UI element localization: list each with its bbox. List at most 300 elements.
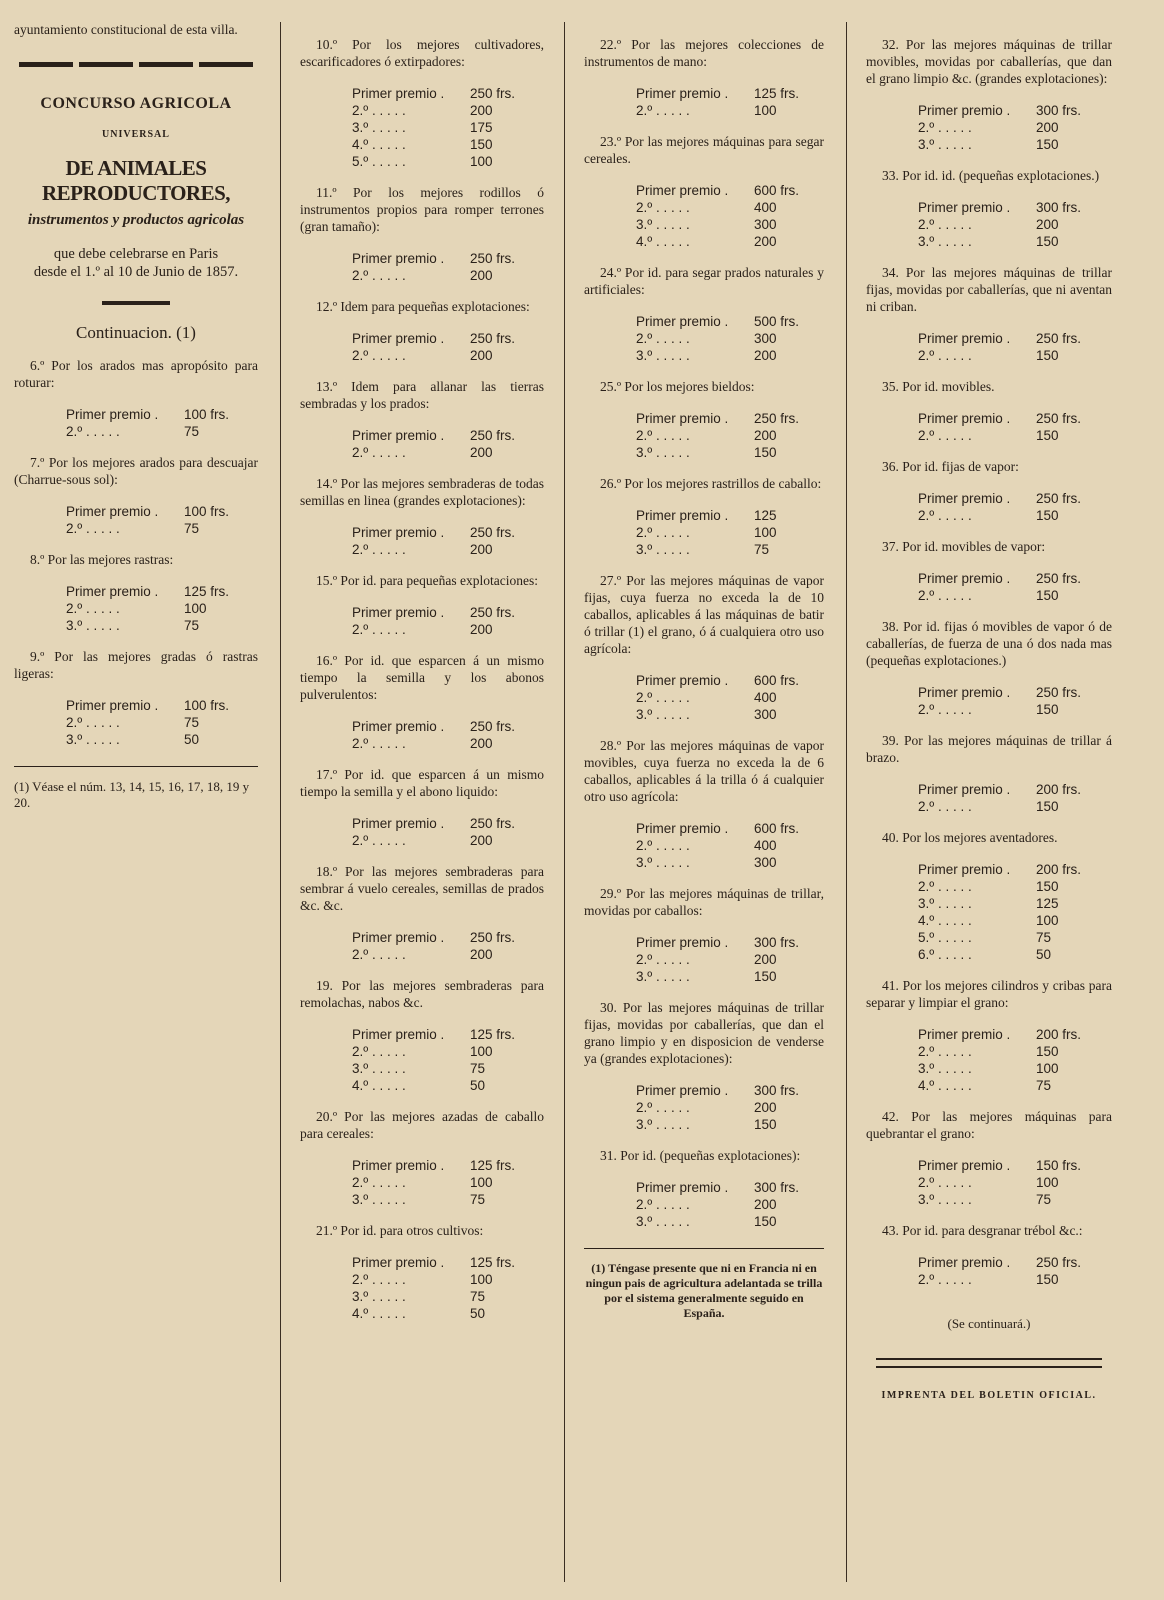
prize-rank: 3.º . . . . . xyxy=(66,732,120,748)
prize-row xyxy=(918,136,1112,153)
prize-amount: 250 frs. xyxy=(1036,571,1082,586)
prize-row xyxy=(66,503,258,520)
prize-row xyxy=(636,1179,824,1196)
prize-table xyxy=(918,102,1112,153)
prize-row xyxy=(918,587,1112,604)
prize-rank: 2.º . . . . . xyxy=(918,1272,972,1287)
prize-row xyxy=(352,427,544,444)
prize-amount: 150 xyxy=(1036,348,1059,363)
prize-category: 42. Por las mejores máquinas para quebrantar el grano: xyxy=(866,1109,1112,1141)
prize-category: 36. Por id. fijas de vapor: xyxy=(882,459,1019,474)
prize-amount: 250 frs. xyxy=(470,428,516,443)
prize-rank: 3.º . . . . . xyxy=(636,1214,690,1229)
prize-rank: 2.º . . . . . xyxy=(918,120,972,135)
prize-amount: 100 xyxy=(1036,1175,1059,1190)
column-rule xyxy=(846,22,847,1582)
prize-table xyxy=(352,330,544,364)
prize-amount: 100 xyxy=(754,525,777,540)
prize-table xyxy=(918,861,1112,963)
prize-row xyxy=(636,837,824,854)
prize-rank: 2.º . . . . . xyxy=(66,715,120,731)
prize-rank: Primer premio . xyxy=(918,103,1011,118)
prize-amount: 200 xyxy=(470,833,493,848)
prize-rank: Primer premio . xyxy=(636,411,729,426)
prize-rank: 4.º . . . . . xyxy=(918,1078,972,1093)
prize-row xyxy=(918,878,1112,895)
prize-amount: 200 frs. xyxy=(1036,782,1082,797)
prize-amount: 150 xyxy=(1036,234,1059,249)
prize-rank: Primer premio . xyxy=(636,1180,729,1195)
prize-row xyxy=(918,427,1112,444)
prize-amount: 250 frs. xyxy=(1036,1255,1082,1270)
prize-rank: 2.º . . . . . xyxy=(352,1044,406,1059)
prize-row xyxy=(352,524,544,541)
prize-table xyxy=(918,1157,1112,1208)
prize-rank: 2.º . . . . . xyxy=(352,348,406,363)
prize-amount: 100 xyxy=(470,1272,493,1287)
prize-rank: 5.º . . . . . xyxy=(918,930,972,945)
prize-category: 35. Por id. movibles. xyxy=(882,379,995,394)
prize-rank: 2.º . . . . . xyxy=(918,1044,972,1059)
prize-amount: 125 frs. xyxy=(184,584,230,600)
prize-row xyxy=(918,912,1112,929)
prize-amount: 250 frs. xyxy=(470,331,516,346)
short-rule xyxy=(102,301,170,305)
prize-amount: 200 xyxy=(470,947,493,962)
prize-rank: Primer premio . xyxy=(66,698,159,714)
prize-amount: 100 xyxy=(1036,913,1059,928)
prize-rank: 2.º . . . . . xyxy=(352,445,406,460)
prize-rank: 2.º . . . . . xyxy=(918,588,972,603)
prize-row xyxy=(636,444,824,461)
prize-rank: 2.º . . . . . xyxy=(918,428,972,443)
prize-category: 6.º Por los arados mas apropósito para roturar: xyxy=(14,358,258,391)
prize-rank: 3.º . . . . . xyxy=(636,969,690,984)
prize-amount: 200 xyxy=(1036,217,1059,232)
prize-amount: 200 xyxy=(754,1197,777,1212)
prize-amount: 400 xyxy=(754,838,777,853)
prize-row xyxy=(636,1213,824,1230)
prize-row xyxy=(66,714,258,731)
prize-row xyxy=(66,617,258,634)
prize-amount: 250 frs. xyxy=(470,719,516,734)
prize-category: 13.º Idem para allanar las tierras sembradas y los prados: xyxy=(300,379,544,411)
section-title: CONCURSO AGRICOLA xyxy=(40,95,232,113)
prize-rank: 4.º . . . . . xyxy=(352,137,406,152)
prize-rank: Primer premio . xyxy=(352,605,445,620)
prize-rank: 2.º . . . . . xyxy=(352,542,406,557)
prize-row xyxy=(918,570,1112,587)
prize-rank: Primer premio . xyxy=(352,1255,445,1270)
prize-rank: 2.º . . . . . xyxy=(352,833,406,848)
prize-row xyxy=(352,946,544,963)
prize-rank: 2.º . . . . . xyxy=(918,348,972,363)
prize-amount: 150 xyxy=(1036,799,1059,814)
footnote: (1) Téngase presente que ni en Francia ni en ningun pais de agricultura adelantada se trilla por el sistema generalmente seguido en España. xyxy=(585,1261,823,1320)
prize-category: 27.º Por las mejores máquinas de vapor fijas, cuya fuerza no exceda la de 10 caballos, aplicables á las máquinas de batir ó trillar (1) el grano, ó á cualquiera otro uso agrícola: xyxy=(584,573,824,656)
prize-row xyxy=(352,330,544,347)
prize-rank: 3.º . . . . . xyxy=(352,1192,406,1207)
column-4 xyxy=(866,22,1112,1600)
prize-amount: 100 xyxy=(754,103,777,118)
prize-category: 9.º Por las mejores gradas ó rastras ligeras: xyxy=(14,649,258,682)
prize-rank: 3.º . . . . . xyxy=(636,217,690,232)
prize-table xyxy=(66,697,258,748)
prize-amount: 150 frs. xyxy=(1036,1158,1082,1173)
prize-amount: 125 frs. xyxy=(470,1027,516,1042)
prize-category: 14.º Por las mejores sembraderas de todas semillas en linea (grandes explotaciones): xyxy=(300,476,544,508)
prize-list xyxy=(866,36,1112,1288)
prize-row xyxy=(352,347,544,364)
prize-table xyxy=(918,684,1112,718)
double-rule xyxy=(876,1358,1102,1368)
prize-amount: 200 xyxy=(470,736,493,751)
prize-row xyxy=(636,410,824,427)
prize-amount: 200 xyxy=(470,445,493,460)
prize-amount: 250 frs. xyxy=(470,816,516,831)
prize-row xyxy=(636,1196,824,1213)
prize-amount: 75 xyxy=(1036,1192,1052,1207)
prize-category: 29.º Por las mejores máquinas de trillar, movidas por caballos: xyxy=(584,886,824,918)
prize-row xyxy=(636,313,824,330)
prize-rank: 2.º . . . . . xyxy=(636,690,690,705)
prize-amount: 300 frs. xyxy=(1036,103,1082,118)
prize-amount: 300 xyxy=(754,217,777,232)
prize-rank: Primer premio . xyxy=(918,1027,1011,1042)
prize-amount: 250 frs. xyxy=(470,86,516,101)
prize-amount: 250 frs. xyxy=(1036,491,1082,506)
prize-row xyxy=(636,216,824,233)
column-rule xyxy=(280,22,281,1582)
prize-row xyxy=(352,1060,544,1077)
prize-rank: 3.º . . . . . xyxy=(636,707,690,722)
prize-amount: 75 xyxy=(470,1289,486,1304)
prize-list xyxy=(300,36,544,1322)
prize-amount: 200 frs. xyxy=(1036,862,1082,877)
prize-rank: 2.º . . . . . xyxy=(918,702,972,717)
prize-category: 16.º Por id. que esparcen á un mismo tiempo la semilla y los abonos pulverulentos: xyxy=(300,653,544,702)
prize-amount: 250 frs. xyxy=(470,605,516,620)
prize-table xyxy=(352,85,544,170)
prize-table xyxy=(636,672,824,723)
prize-row xyxy=(918,1157,1112,1174)
section-tagline: instrumentos y productos agricolas xyxy=(27,212,245,229)
prize-rank: 2.º . . . . . xyxy=(636,838,690,853)
prize-category: 32. Por las mejores máquinas de trillar movibles, movidas por caballerías, que dan el grano limpio &c. (grandes explotaciones): xyxy=(866,37,1112,86)
prize-category: 23.º Por las mejores máquinas para segar cereales. xyxy=(584,134,824,166)
prize-rank: Primer premio . xyxy=(918,862,1011,877)
prize-row xyxy=(352,541,544,558)
column-2 xyxy=(300,22,544,1600)
prize-table xyxy=(636,1179,824,1230)
footnote: (1) Véase el núm. 13, 14, 15, 16, 17, 18, 19 y 20. xyxy=(14,779,250,811)
prize-category: 30. Por las mejores máquinas de trillar fijas, movidas por caballerías, que dan el grano limpio y en disposicion de venderse ya (grandes explotaciones): xyxy=(584,1000,824,1066)
prize-category: 43. Por id. para desgranar trébol &c.: xyxy=(882,1223,1083,1238)
prize-category: 34. Por las mejores máquinas de trillar fijas, movidas por caballerías, que ni aventan ni criban. xyxy=(866,265,1112,314)
prize-rank: Primer premio . xyxy=(636,673,729,688)
prize-rank: 2.º . . . . . xyxy=(66,521,120,537)
prize-amount: 150 xyxy=(1036,428,1059,443)
prize-row xyxy=(66,520,258,537)
prize-row xyxy=(918,1077,1112,1094)
prize-row xyxy=(352,604,544,621)
prize-row xyxy=(636,1082,824,1099)
prize-table xyxy=(352,1254,544,1322)
prize-row xyxy=(66,697,258,714)
prize-table xyxy=(918,570,1112,604)
prize-row xyxy=(636,934,824,951)
prize-table xyxy=(636,1082,824,1133)
prize-amount: 400 xyxy=(754,690,777,705)
prize-amount: 200 xyxy=(754,234,777,249)
prize-row xyxy=(352,136,544,153)
prize-rank: Primer premio . xyxy=(918,331,1011,346)
footnote-rule xyxy=(584,1248,824,1249)
prize-row xyxy=(352,153,544,170)
prize-rank: 3.º . . . . . xyxy=(352,1061,406,1076)
prize-table xyxy=(352,427,544,461)
prize-row xyxy=(636,199,824,216)
prize-category: 37. Por id. movibles de vapor: xyxy=(882,539,1046,554)
prize-row xyxy=(352,1043,544,1060)
prize-amount: 250 frs. xyxy=(1036,411,1082,426)
prize-rank: 2.º . . . . . xyxy=(636,103,690,118)
prize-amount: 300 xyxy=(754,707,777,722)
prize-amount: 100 frs. xyxy=(184,504,230,520)
prize-rank: Primer premio . xyxy=(636,314,729,329)
prize-rank: 2.º . . . . . xyxy=(918,1175,972,1190)
prize-rank: 3.º . . . . . xyxy=(918,137,972,152)
prize-table xyxy=(352,929,544,963)
prize-rank: Primer premio . xyxy=(918,491,1011,506)
prize-row xyxy=(352,621,544,638)
prize-rank: Primer premio . xyxy=(352,86,445,101)
prize-category: 17.º Por id. que esparcen á un mismo tiempo la semilla y el abono liquido: xyxy=(300,767,544,799)
prize-rank: Primer premio . xyxy=(918,685,1011,700)
prize-row xyxy=(918,216,1112,233)
prize-amount: 400 xyxy=(754,200,777,215)
prize-table xyxy=(636,820,824,871)
prize-amount: 150 xyxy=(1036,508,1059,523)
prize-row xyxy=(352,267,544,284)
prize-rank: Primer premio . xyxy=(636,821,729,836)
prize-rank: Primer premio . xyxy=(636,183,729,198)
prize-row xyxy=(636,85,824,102)
prize-amount: 600 frs. xyxy=(754,821,800,836)
prize-amount: 75 xyxy=(1036,1078,1052,1093)
prize-amount: 600 frs. xyxy=(754,183,800,198)
prize-table xyxy=(636,507,824,558)
prize-amount: 150 xyxy=(1036,137,1059,152)
prize-row xyxy=(636,1116,824,1133)
prize-rank: Primer premio . xyxy=(66,584,159,600)
prize-rank: 2.º . . . . . xyxy=(352,268,406,283)
prize-row xyxy=(352,1077,544,1094)
prize-table xyxy=(352,718,544,752)
prize-amount: 100 xyxy=(184,601,207,617)
prize-amount: 75 xyxy=(184,521,200,537)
prize-category: 8.º Por las mejores rastras: xyxy=(30,552,174,568)
prize-amount: 150 xyxy=(754,445,777,460)
prize-rank: 2.º . . . . . xyxy=(636,952,690,967)
prize-rank: Primer premio . xyxy=(918,1255,1011,1270)
prize-rank: 2.º . . . . . xyxy=(636,1197,690,1212)
prize-amount: 250 frs. xyxy=(754,411,800,426)
prize-rank: 2.º . . . . . xyxy=(636,1100,690,1115)
prize-row xyxy=(636,427,824,444)
prize-row xyxy=(66,406,258,423)
prize-row xyxy=(352,1288,544,1305)
prize-list xyxy=(14,357,258,748)
prize-rank: 6.º . . . . . xyxy=(918,947,972,962)
prize-row xyxy=(352,718,544,735)
prize-row xyxy=(352,1157,544,1174)
prize-amount: 200 xyxy=(470,348,493,363)
prize-amount: 150 xyxy=(754,1117,777,1132)
prize-table xyxy=(636,410,824,461)
prize-amount: 125 xyxy=(754,508,777,523)
prize-amount: 200 xyxy=(470,268,493,283)
prize-row xyxy=(918,490,1112,507)
prize-amount: 125 xyxy=(1036,896,1059,911)
prize-rank: 2.º . . . . . xyxy=(352,103,406,118)
prize-amount: 100 frs. xyxy=(184,407,230,423)
prize-row xyxy=(352,119,544,136)
prize-row xyxy=(918,895,1112,912)
prize-rank: 3.º . . . . . xyxy=(636,348,690,363)
prize-row xyxy=(918,233,1112,250)
prize-rank: 3.º . . . . . xyxy=(918,896,972,911)
prize-amount: 250 frs. xyxy=(470,525,516,540)
prize-row xyxy=(636,507,824,524)
prize-rank: 4.º . . . . . xyxy=(918,913,972,928)
prize-amount: 75 xyxy=(754,542,770,557)
prize-row xyxy=(352,735,544,752)
prize-amount: 200 xyxy=(470,103,493,118)
prize-row xyxy=(636,102,824,119)
prize-row xyxy=(918,798,1112,815)
prize-row xyxy=(918,119,1112,136)
prize-amount: 300 frs. xyxy=(754,935,800,950)
prize-amount: 200 xyxy=(1036,120,1059,135)
prize-rank: Primer premio . xyxy=(636,508,729,523)
continuation-label: Continuacion. (1) xyxy=(76,323,196,343)
prize-rank: 4.º . . . . . xyxy=(352,1306,406,1321)
prize-category: 24.º Por id. para segar prados naturales y artificiales: xyxy=(584,265,824,297)
prize-category: 22.º Por las mejores colecciones de instrumentos de mano: xyxy=(584,37,824,69)
prize-row xyxy=(636,854,824,871)
prize-amount: 300 frs. xyxy=(754,1083,800,1098)
prize-rank: Primer premio . xyxy=(918,200,1011,215)
prize-row xyxy=(352,1174,544,1191)
prize-rank: 3.º . . . . . xyxy=(918,1192,972,1207)
prize-row xyxy=(352,1026,544,1043)
prize-amount: 50 xyxy=(1036,947,1052,962)
prize-table xyxy=(918,199,1112,250)
prize-row xyxy=(918,946,1112,963)
prize-category: 41. Por los mejores cilindros y cribas para separar y limpiar el grano: xyxy=(866,978,1112,1010)
prize-category: 20.º Por las mejores azadas de caballo para cereales: xyxy=(300,1109,544,1141)
prize-amount: 75 xyxy=(470,1061,486,1076)
prize-row xyxy=(918,929,1112,946)
prize-table xyxy=(352,250,544,284)
prize-amount: 200 xyxy=(754,1100,777,1115)
prize-category: 12.º Idem para pequeñas explotaciones: xyxy=(316,299,530,314)
prize-rank: 2.º . . . . . xyxy=(918,799,972,814)
prize-rank: Primer premio . xyxy=(352,428,445,443)
section-subtitle: UNIVERSAL xyxy=(102,129,170,141)
prize-rank: 3.º . . . . . xyxy=(918,234,972,249)
prize-table xyxy=(66,583,258,634)
prize-amount: 200 xyxy=(754,348,777,363)
prize-row xyxy=(918,410,1112,427)
section-headline: DE ANIMALES REPRODUCTORES, xyxy=(41,156,231,206)
footnote-rule xyxy=(14,766,258,767)
prize-amount: 250 frs. xyxy=(1036,685,1082,700)
prize-row xyxy=(636,968,824,985)
prize-rank: 2.º . . . . . xyxy=(918,508,972,523)
prize-rank: 2.º . . . . . xyxy=(352,622,406,637)
prize-category: 21.º Por id. para otros cultivos: xyxy=(316,1223,484,1238)
prize-category: 18.º Por las mejores sembraderas para sembrar á vuelo cereales, semillas de prados &c. &c. xyxy=(300,864,544,913)
prize-amount: 300 xyxy=(754,855,777,870)
prize-table xyxy=(636,182,824,250)
prize-amount: 100 xyxy=(1036,1061,1059,1076)
prize-row xyxy=(636,672,824,689)
prize-amount: 75 xyxy=(184,715,200,731)
prize-row xyxy=(636,951,824,968)
prize-amount: 200 xyxy=(754,428,777,443)
prize-category: 33. Por id. id. (pequeñas explotaciones.) xyxy=(882,168,1100,183)
prize-category: 10.º Por los mejores cultivadores, escarificadores ó extirpadores: xyxy=(300,37,544,69)
prize-row xyxy=(918,1060,1112,1077)
prize-amount: 50 xyxy=(470,1306,486,1321)
prize-row xyxy=(918,701,1112,718)
prize-row xyxy=(918,330,1112,347)
prize-category: 39. Por las mejores máquinas de trillar á brazo. xyxy=(866,733,1112,765)
prize-row xyxy=(636,233,824,250)
prize-category: 25.º Por los mejores bieldos: xyxy=(600,379,755,394)
prize-rank: 2.º . . . . . xyxy=(66,601,120,617)
prize-row xyxy=(352,444,544,461)
prize-rank: Primer premio . xyxy=(918,571,1011,586)
prize-row xyxy=(636,330,824,347)
prize-row xyxy=(352,250,544,267)
prize-table xyxy=(352,604,544,638)
prize-rank: 2.º . . . . . xyxy=(636,428,690,443)
prize-table xyxy=(636,934,824,985)
column-3 xyxy=(584,22,824,1600)
prize-row xyxy=(352,102,544,119)
prize-amount: 200 xyxy=(470,622,493,637)
prize-rank: 2.º . . . . . xyxy=(918,879,972,894)
prize-amount: 300 xyxy=(754,331,777,346)
prize-rank: 3.º . . . . . xyxy=(66,618,120,634)
prize-category: 38. Por id. fijas ó movibles de vapor ó de caballerías, de fuerza de una ó dos nada mas (pequeñas explotaciones.) xyxy=(866,619,1112,668)
prize-amount: 100 xyxy=(470,154,493,169)
prize-table xyxy=(66,406,258,440)
prize-category: 11.º Por los mejores rodillos ó instrumentos propios para romper terrones (gran tamaño): xyxy=(300,185,544,234)
prize-table xyxy=(352,1157,544,1208)
prize-category: 26.º Por los mejores rastrillos de caballo: xyxy=(600,476,822,491)
prize-row xyxy=(352,1191,544,1208)
prize-row xyxy=(352,85,544,102)
prize-amount: 250 frs. xyxy=(1036,331,1082,346)
prize-row xyxy=(918,507,1112,524)
prize-amount: 600 frs. xyxy=(754,673,800,688)
prize-table xyxy=(352,815,544,849)
prize-row xyxy=(66,731,258,748)
